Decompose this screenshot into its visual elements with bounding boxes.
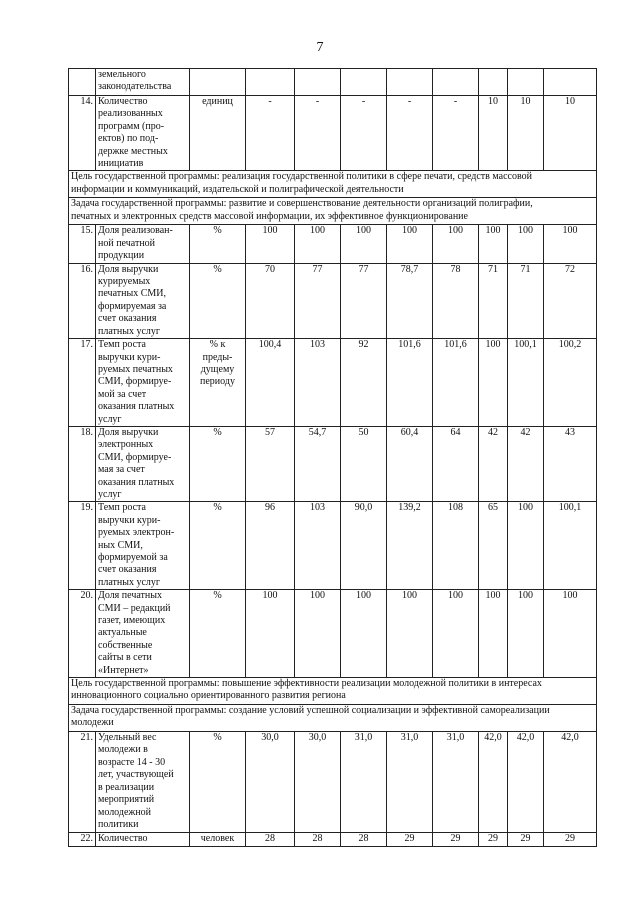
value-cell: 100: [295, 590, 341, 678]
value-cell: 100: [433, 225, 479, 263]
indicator-name-line: ной печатной: [98, 237, 156, 249]
indicator-name-line: в реализации: [98, 781, 155, 793]
indicator-name-line: счет оказания: [98, 564, 157, 576]
value-cell: 28: [341, 833, 387, 847]
value-cell: 50: [341, 426, 387, 501]
indicator-name-line: молодежи в: [98, 744, 148, 756]
value-cell: -: [246, 96, 295, 171]
value-cell: 42,0: [508, 732, 544, 833]
unit-line: %: [213, 502, 222, 514]
value-cell: 70: [246, 263, 295, 338]
indicator-name-line: формируемой за: [98, 552, 168, 563]
table-row: [69, 502, 597, 590]
value-cell: 30,0: [295, 732, 341, 833]
value-cell: 101,6: [387, 339, 433, 427]
table-row: [69, 339, 597, 427]
indicator-name-line: выручки кури-: [98, 514, 161, 526]
value-cell: 100,1: [544, 502, 597, 590]
indicator-name-line: земельного: [98, 69, 146, 80]
section-text-line: Цель государственной программы: повышение эффективности реализации молодежной политики в интересах: [71, 678, 542, 690]
value-cell: 100: [387, 590, 433, 678]
table-row: [69, 833, 597, 847]
row-number: 17.: [69, 339, 96, 427]
indicator-name-line: законодательства: [98, 81, 172, 93]
indicator-name-line: Доля печатных: [98, 590, 162, 602]
value-cell: 28: [295, 833, 341, 847]
indicator-name-line: Удельный вес: [98, 732, 157, 744]
section-text: [69, 171, 597, 198]
value-cell: 100: [246, 590, 295, 678]
indicator-name-line: СМИ – редакций: [98, 602, 171, 614]
unit-line: %: [213, 426, 222, 438]
unit-cell: [190, 590, 246, 678]
section-text-line: инновационного социально ориентированного развития региона: [71, 690, 346, 702]
value-cell: 100: [479, 339, 508, 427]
indicator-name-line: молодежной: [98, 806, 152, 818]
indicator-name-line: электронных: [98, 439, 154, 451]
indicator-name-line: формируемая за: [98, 300, 167, 312]
value-cell: 100,4: [246, 339, 295, 427]
unit-line: %: [213, 225, 222, 237]
value-cell: 54,7: [295, 426, 341, 501]
section-text: [69, 705, 597, 732]
unit-cell: [190, 732, 246, 833]
value-cell: 77: [341, 263, 387, 338]
indicator-name-line: оказания платных: [98, 476, 175, 488]
indicator-name: [96, 339, 190, 427]
section-text-line: молодежи: [71, 717, 114, 729]
section-text-line: печатных и электронных средств массовой информации, их эффективное функционирование: [71, 210, 468, 222]
indicator-name-line: руемых электрон-: [98, 527, 175, 539]
table-row: [69, 69, 597, 96]
indicator-name-line: Темп роста: [98, 502, 146, 514]
value-cell: 103: [295, 339, 341, 427]
table-row: [69, 426, 597, 501]
indicator-name: [96, 590, 190, 678]
row-number: 18.: [69, 426, 96, 501]
value-cell: [508, 69, 544, 96]
unit-line: %: [213, 263, 222, 275]
value-cell: [387, 69, 433, 96]
indicator-name-line: возрасте 14 - 30: [98, 756, 166, 768]
indicator-name-line: услуг: [98, 488, 122, 500]
value-cell: [433, 69, 479, 96]
indicator-name-line: сайты в сети: [98, 652, 152, 664]
indicator-name-line: программ (про-: [98, 120, 165, 132]
value-cell: [341, 69, 387, 96]
indicator-name-line: руемых печатных: [98, 363, 173, 375]
value-cell: 100: [508, 225, 544, 263]
value-cell: [295, 69, 341, 96]
section-row: [69, 678, 597, 705]
section-row: [69, 705, 597, 732]
row-number: 20.: [69, 590, 96, 678]
indicator-name-line: политики: [98, 818, 139, 830]
indicator-name-line: ектов) по под-: [98, 133, 159, 145]
indicator-name-line: лет, участвующей: [98, 769, 174, 781]
unit-line: преды-: [202, 351, 233, 363]
row-number: 15.: [69, 225, 96, 263]
indicator-name-line: мой за счет: [98, 388, 147, 400]
indicator-name: [96, 96, 190, 171]
value-cell: [479, 69, 508, 96]
value-cell: 29: [433, 833, 479, 847]
unit-cell: [190, 426, 246, 501]
section-row: [69, 198, 597, 225]
value-cell: 31,0: [387, 732, 433, 833]
value-cell: 29: [479, 833, 508, 847]
unit-cell: [190, 502, 246, 590]
unit-cell: [190, 69, 246, 96]
value-cell: 103: [295, 502, 341, 590]
section-text: [69, 198, 597, 225]
value-cell: 78,7: [387, 263, 433, 338]
value-cell: 29: [387, 833, 433, 847]
unit-cell: [190, 225, 246, 263]
indicator-name-line: счет оказания: [98, 313, 157, 325]
value-cell: 90,0: [341, 502, 387, 590]
table-row: [69, 96, 597, 171]
value-cell: 100,2: [544, 339, 597, 427]
value-cell: 100: [341, 590, 387, 678]
unit-cell: [190, 263, 246, 338]
indicator-name-line: оказания платных: [98, 401, 175, 413]
indicator-name-line: держке местных: [98, 145, 168, 157]
value-cell: 10: [544, 96, 597, 171]
indicator-name-line: мероприятий: [98, 794, 155, 806]
section-text-line: информации и коммуникаций, издательской и полиграфической деятельности: [71, 183, 404, 195]
row-number: 16.: [69, 263, 96, 338]
indicator-name: [96, 426, 190, 501]
value-cell: 42,0: [544, 732, 597, 833]
value-cell: 100: [295, 225, 341, 263]
unit-line: единиц: [202, 96, 233, 107]
unit-cell: [190, 339, 246, 427]
indicator-name-line: платных услуг: [98, 325, 160, 337]
value-cell: [544, 69, 597, 96]
indicator-name-line: услуг: [98, 413, 122, 425]
value-cell: 77: [295, 263, 341, 338]
value-cell: 100: [246, 225, 295, 263]
value-cell: 100: [479, 590, 508, 678]
indicator-name-line: Темп роста: [98, 339, 146, 351]
value-cell: 100: [387, 225, 433, 263]
value-cell: 42,0: [479, 732, 508, 833]
value-cell: 65: [479, 502, 508, 590]
value-cell: 72: [544, 263, 597, 338]
value-cell: 43: [544, 426, 597, 501]
value-cell: 100: [433, 590, 479, 678]
indicator-name: [96, 225, 190, 263]
indicator-name-line: Доля выручки: [98, 263, 159, 275]
indicator-name-line: собственные: [98, 639, 153, 651]
indicator-name-line: курируемых: [98, 276, 151, 288]
indicator-name: [96, 69, 190, 96]
value-cell: 100: [544, 590, 597, 678]
section-text-line: Задача государственной программы: развитие и совершенствование деятельности организаций полиграфии,: [71, 198, 533, 210]
unit-cell: [190, 833, 246, 847]
unit-line: дущему: [200, 363, 235, 375]
value-cell: -: [387, 96, 433, 171]
value-cell: 71: [479, 263, 508, 338]
value-cell: 64: [433, 426, 479, 501]
indicator-name-line: мая за счет: [98, 464, 145, 476]
indicator-name-line: печатных СМИ,: [98, 288, 166, 300]
value-cell: -: [433, 96, 479, 171]
table-row: [69, 590, 597, 678]
indicator-name: [96, 502, 190, 590]
indicator-name-line: Доля выручки: [98, 426, 159, 438]
indicator-name-line: Количество: [98, 833, 148, 845]
value-cell: [246, 69, 295, 96]
value-cell: 30,0: [246, 732, 295, 833]
value-cell: 60,4: [387, 426, 433, 501]
indicator-name: [96, 833, 190, 847]
value-cell: 29: [544, 833, 597, 847]
value-cell: 108: [433, 502, 479, 590]
indicator-name-line: платных услуг: [98, 576, 160, 588]
value-cell: 100: [479, 225, 508, 263]
indicator-name-line: СМИ, формируе-: [98, 376, 172, 388]
value-cell: 29: [508, 833, 544, 847]
value-cell: 71: [508, 263, 544, 338]
row-number: 19.: [69, 502, 96, 590]
table-row: [69, 732, 597, 833]
unit-line: % к: [209, 339, 226, 351]
row-number: 22.: [69, 833, 96, 847]
indicator-name: [96, 732, 190, 833]
unit-cell: [190, 96, 246, 171]
row-number: 21.: [69, 732, 96, 833]
value-cell: 10: [508, 96, 544, 171]
value-cell: 101,6: [433, 339, 479, 427]
section-text: [69, 678, 597, 705]
value-cell: 31,0: [341, 732, 387, 833]
unit-line: периоду: [200, 376, 235, 388]
section-text-line: Задача государственной программы: создание условий успешной социализации и эффективной самореализации: [71, 705, 550, 717]
indicator-name-line: СМИ, формируе-: [98, 451, 172, 463]
value-cell: 100: [508, 502, 544, 590]
unit-line: %: [213, 732, 222, 744]
value-cell: 28: [246, 833, 295, 847]
indicator-name-line: ных СМИ,: [98, 539, 143, 551]
value-cell: 10: [479, 96, 508, 171]
indicator-name-line: инициатив: [98, 158, 144, 170]
value-cell: 42: [508, 426, 544, 501]
indicator-name: [96, 263, 190, 338]
indicator-name-line: газет, имеющих: [98, 615, 166, 627]
value-cell: 57: [246, 426, 295, 501]
value-cell: 42: [479, 426, 508, 501]
table-row: [69, 263, 597, 338]
indicator-name-line: продукции: [98, 250, 145, 262]
row-number: 14.: [69, 96, 96, 171]
value-cell: 92: [341, 339, 387, 427]
value-cell: 100,1: [508, 339, 544, 427]
unit-line: человек: [200, 833, 235, 845]
unit-line: %: [213, 590, 222, 602]
value-cell: 96: [246, 502, 295, 590]
value-cell: 100: [508, 590, 544, 678]
row-number: [69, 69, 96, 96]
indicator-name-line: реализованных: [98, 108, 163, 120]
value-cell: -: [341, 96, 387, 171]
value-cell: -: [295, 96, 341, 171]
indicator-name-line: выручки кури-: [98, 351, 161, 363]
value-cell: 31,0: [433, 732, 479, 833]
value-cell: 78: [433, 263, 479, 338]
section-row: [69, 171, 597, 198]
value-cell: 100: [341, 225, 387, 263]
value-cell: 100: [544, 225, 597, 263]
indicators-table: [68, 68, 597, 847]
section-text-line: Цель государственной программы: реализация государственной политики в сфере печати, средств массовой: [71, 171, 532, 183]
page-number: 7: [316, 40, 324, 55]
table-row: [69, 225, 597, 263]
value-cell: 139,2: [387, 502, 433, 590]
table-body: [69, 69, 597, 847]
indicator-name-line: «Интернет»: [98, 664, 149, 676]
indicator-name-line: Доля реализован-: [98, 225, 173, 237]
indicator-name-line: Количество: [98, 96, 148, 107]
indicator-name-line: актуальные: [98, 627, 147, 639]
